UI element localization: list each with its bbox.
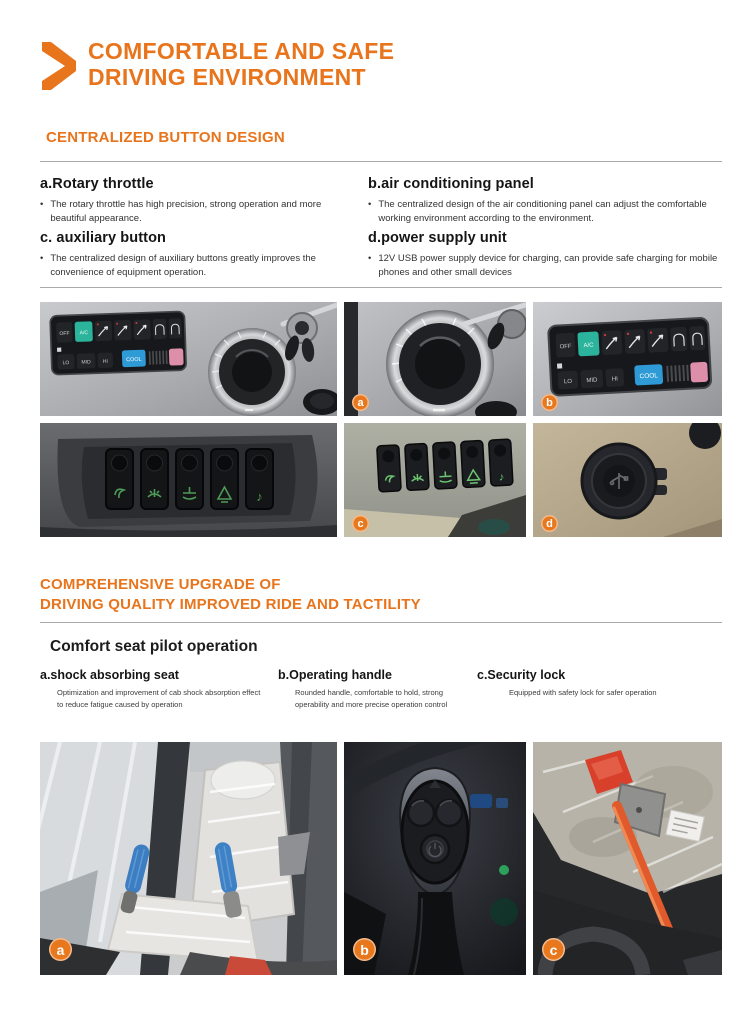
feature-desc: The centralized design of the air conditioning panel can adjust the comfortable working environment according to the environment. [378,199,707,224]
divider [40,622,722,623]
feature-title: c. auxiliary button [40,230,166,246]
rotary-throttle-knob [208,328,296,416]
chevron-icon [40,40,78,92]
photo-badge-c: c [352,515,369,532]
ac-panel [548,318,711,396]
photo-auxiliary-switches [344,423,526,537]
off-button-label: OFF [559,343,572,351]
feature-title: b.Operating handle [278,668,392,682]
feature-desc: The centralized design of auxiliary buttons greatly improves the convenience of equipment operation. [50,253,316,278]
ac-panel [50,311,186,374]
bullet: • [40,199,44,210]
bullet: • [40,253,44,264]
lo-button-label: LO [62,360,70,367]
page-title-line2: DRIVING ENVIRONMENT [88,64,366,90]
rocker-switches [106,449,273,509]
divider [40,287,722,288]
photo-badge-a: a [49,938,72,961]
hi-button-label: HI [611,376,619,383]
photo-rotary-throttle [344,302,526,416]
photo-ac-panel [533,302,722,416]
section-heading-line2: DRIVING QUALITY IMPROVED RIDE AND TACTILITY [40,596,421,613]
cool-button-label: COOL [639,372,659,381]
photo-console-overview [40,302,337,416]
photo-security-lock [533,742,722,975]
feature-desc: Equipped with safety lock for safer operation [509,688,657,697]
page-title-line1: COMFORTABLE AND SAFE [88,38,395,64]
page-title [88,38,648,90]
feature-air-conditioning-panel [368,176,720,226]
lo-button-label: LO [563,378,573,386]
feature-title: b.air conditioning panel [368,176,534,192]
off-button-label: OFF [59,330,70,337]
feature-desc: The rotary throttle has high precision, strong operation and more beautiful appearance. [50,199,322,224]
section-heading-comprehensive-upgrade [40,575,421,615]
feature-rotary-throttle [40,176,348,226]
photo-operating-handle [344,742,526,975]
rocker-switches [377,439,513,492]
bullet: • [368,253,372,264]
photo-badge-c: c [542,938,565,961]
photo-badge-b: b [541,394,558,411]
subsection-heading-comfort-seat: Comfort seat pilot operation [50,638,258,655]
vent-buttons [95,319,151,341]
ac-button-label: A/C [583,342,594,350]
feature-desc: Optimization and improvement of cab shock absorption effect to reduce fatigue caused by operation [57,688,261,709]
cool-button-label: COOL [126,356,142,364]
photo-shock-absorbing-seat [40,742,337,975]
section-heading-line1: COMPREHENSIVE UPGRADE OF [40,576,281,593]
vent-buttons [601,328,668,355]
warm-button [690,362,708,383]
music-note-icon: ♪ [256,489,263,504]
feature-desc: 12V USB power supply device for charging, can provide safe charging for mobile phones and other small devices [378,253,718,278]
feature-security-lock [477,668,707,699]
section-heading-centralized-button-design: CENTRALIZED BUTTON DESIGN [46,129,285,146]
feature-desc: Rounded handle, comfortable to hold, strong operability and more precise operation control [295,688,448,709]
feature-operating-handle [278,668,468,710]
feature-auxiliary-button [40,230,348,280]
feature-title: d.power supply unit [368,230,507,246]
feature-shock-absorbing-seat [40,668,265,710]
mid-button-label: MID [586,377,598,385]
feature-title: a.Rotary throttle [40,176,154,192]
warm-button [169,348,184,365]
divider [40,161,722,162]
feature-title: c.Security lock [477,668,566,682]
photo-badge-b: b [353,938,376,961]
photo-switches-overview [40,423,337,537]
ac-button-label: A/C [79,330,89,337]
feature-power-supply-unit [368,230,720,280]
music-note-icon: ♪ [498,471,505,484]
photo-badge-a: a [352,394,369,411]
hi-button-label: HI [102,358,109,365]
rotary-throttle-knob [386,310,494,416]
photo-badge-d: d [541,515,558,532]
mid-button-label: MID [81,359,91,366]
feature-title: a.shock absorbing seat [40,668,179,682]
bullet: • [368,199,372,210]
photo-usb-socket [533,423,722,537]
